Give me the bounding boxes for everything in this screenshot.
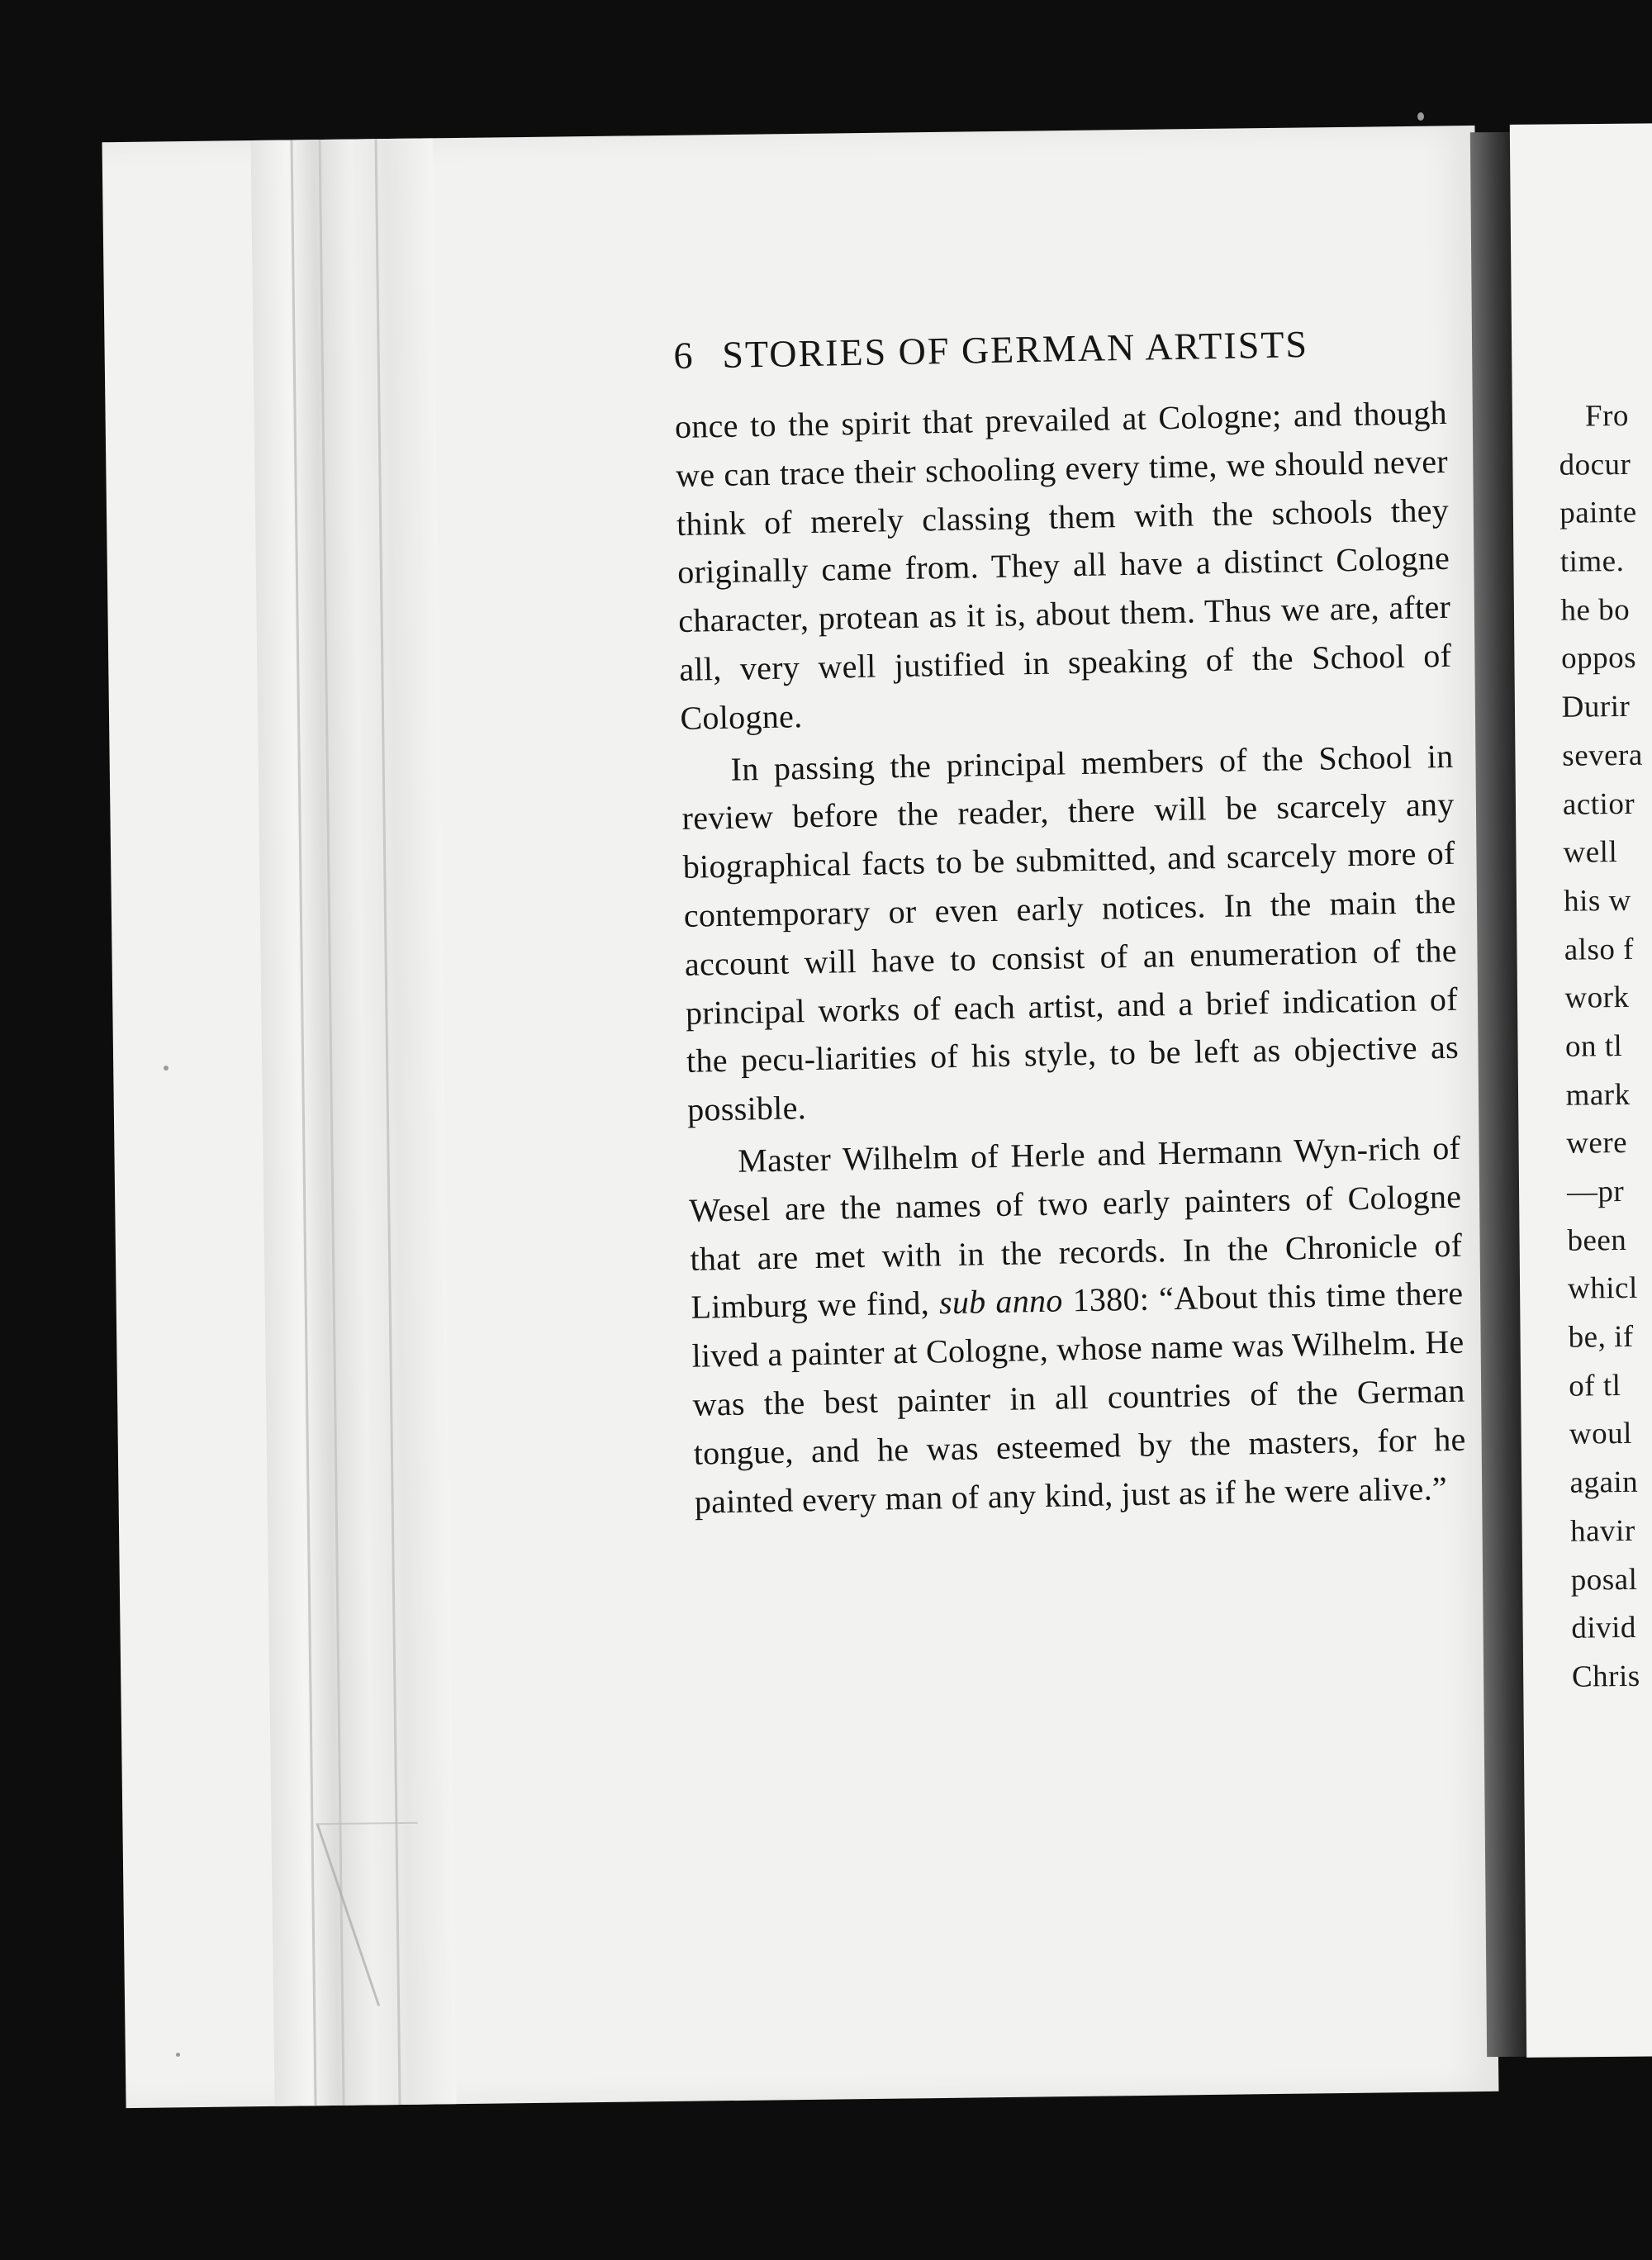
facing-page-line: well [1563, 835, 1618, 870]
facing-page-line: divid [1571, 1611, 1637, 1645]
facing-page-line: Fro [1584, 398, 1630, 434]
paragraph-3 [688, 1124, 1467, 1526]
facing-page-line: work [1564, 980, 1630, 1015]
facing-page-line: Durir [1561, 690, 1631, 724]
facing-page-line: havir [1569, 1513, 1635, 1549]
facing-page-line: —pr [1566, 1174, 1625, 1209]
facing-page-line: on tl [1564, 1028, 1623, 1064]
facing-page-line: mark [1565, 1077, 1631, 1113]
paragraph-2: In passing the principal members of the School in review before the reader, there will be scarcely any biographical facts to be submitted, and scarcely more of contemporary or even early notices. In the main the account will have to consist of an enumeration of the principal works of each artist, and a brief indication of the pecu-liarities of his style, to be left as objective as possible. [681, 737, 1460, 1128]
facing-page-text [1559, 392, 1652, 1702]
facing-page-line: posal [1570, 1562, 1638, 1598]
facing-page-line: be, if [1568, 1319, 1634, 1355]
facing-page-line: again [1569, 1465, 1639, 1500]
binding-gutter [251, 138, 457, 2106]
facing-page-line: also f [1564, 932, 1635, 967]
facing-page-line: been [1567, 1223, 1627, 1258]
paragraph-1: once to the spirit that prevailed at Cologne; and though we can trace their schooling every time, we should never think of merely classing them with the schools they originally came from. They all have a distinct Cologne character, protean as it is, about them. Thus we are, after all, very well justified in speaking of the School of Cologne. [674, 393, 1452, 737]
facing-page-line: were [1566, 1126, 1628, 1161]
facing-page-line: his w [1563, 883, 1632, 919]
facing-page-line: Chris [1571, 1659, 1640, 1694]
scan-speck [164, 1066, 169, 1071]
scan-speck [1417, 112, 1424, 121]
page-number: 6 [672, 334, 695, 377]
facing-page-line: painte [1559, 496, 1637, 531]
scan-speck [176, 2053, 180, 2057]
body-text [674, 389, 1467, 1526]
facing-page-line: oppos [1560, 641, 1637, 677]
latin-phrase: sub anno [938, 1281, 1064, 1322]
paragraph-3-text-a: Master Wilhelm of Herle and Hermann Wyn-rich of Wesel are the names of two early painters of Cologne that are met with in the records. In the Chronicle of Limburg we find, [688, 1128, 1463, 1327]
facing-page-line: docur [1559, 447, 1631, 482]
facing-page-line: of tl [1569, 1368, 1621, 1403]
facing-page-line: he bo [1560, 592, 1631, 628]
facing-page-line: time. [1559, 544, 1625, 579]
facing-page-line: actior [1562, 786, 1635, 822]
paragraph-3-text-b: 1380: “About this time there lived a painter at Cologne, whose name was Wilhelm. He was the best painter in all countries of the German tongue, and he was esteemed by the masters, for he painted every man of any kind, just as if he were alive.” [691, 1275, 1467, 1521]
page-content [673, 323, 1467, 1526]
facing-page-line: whicl [1567, 1271, 1638, 1307]
facing-page-line: severa [1562, 738, 1644, 773]
book-title: STORIES OF GERMAN ARTISTS [721, 322, 1309, 376]
facing-page-line: woul [1569, 1417, 1633, 1452]
